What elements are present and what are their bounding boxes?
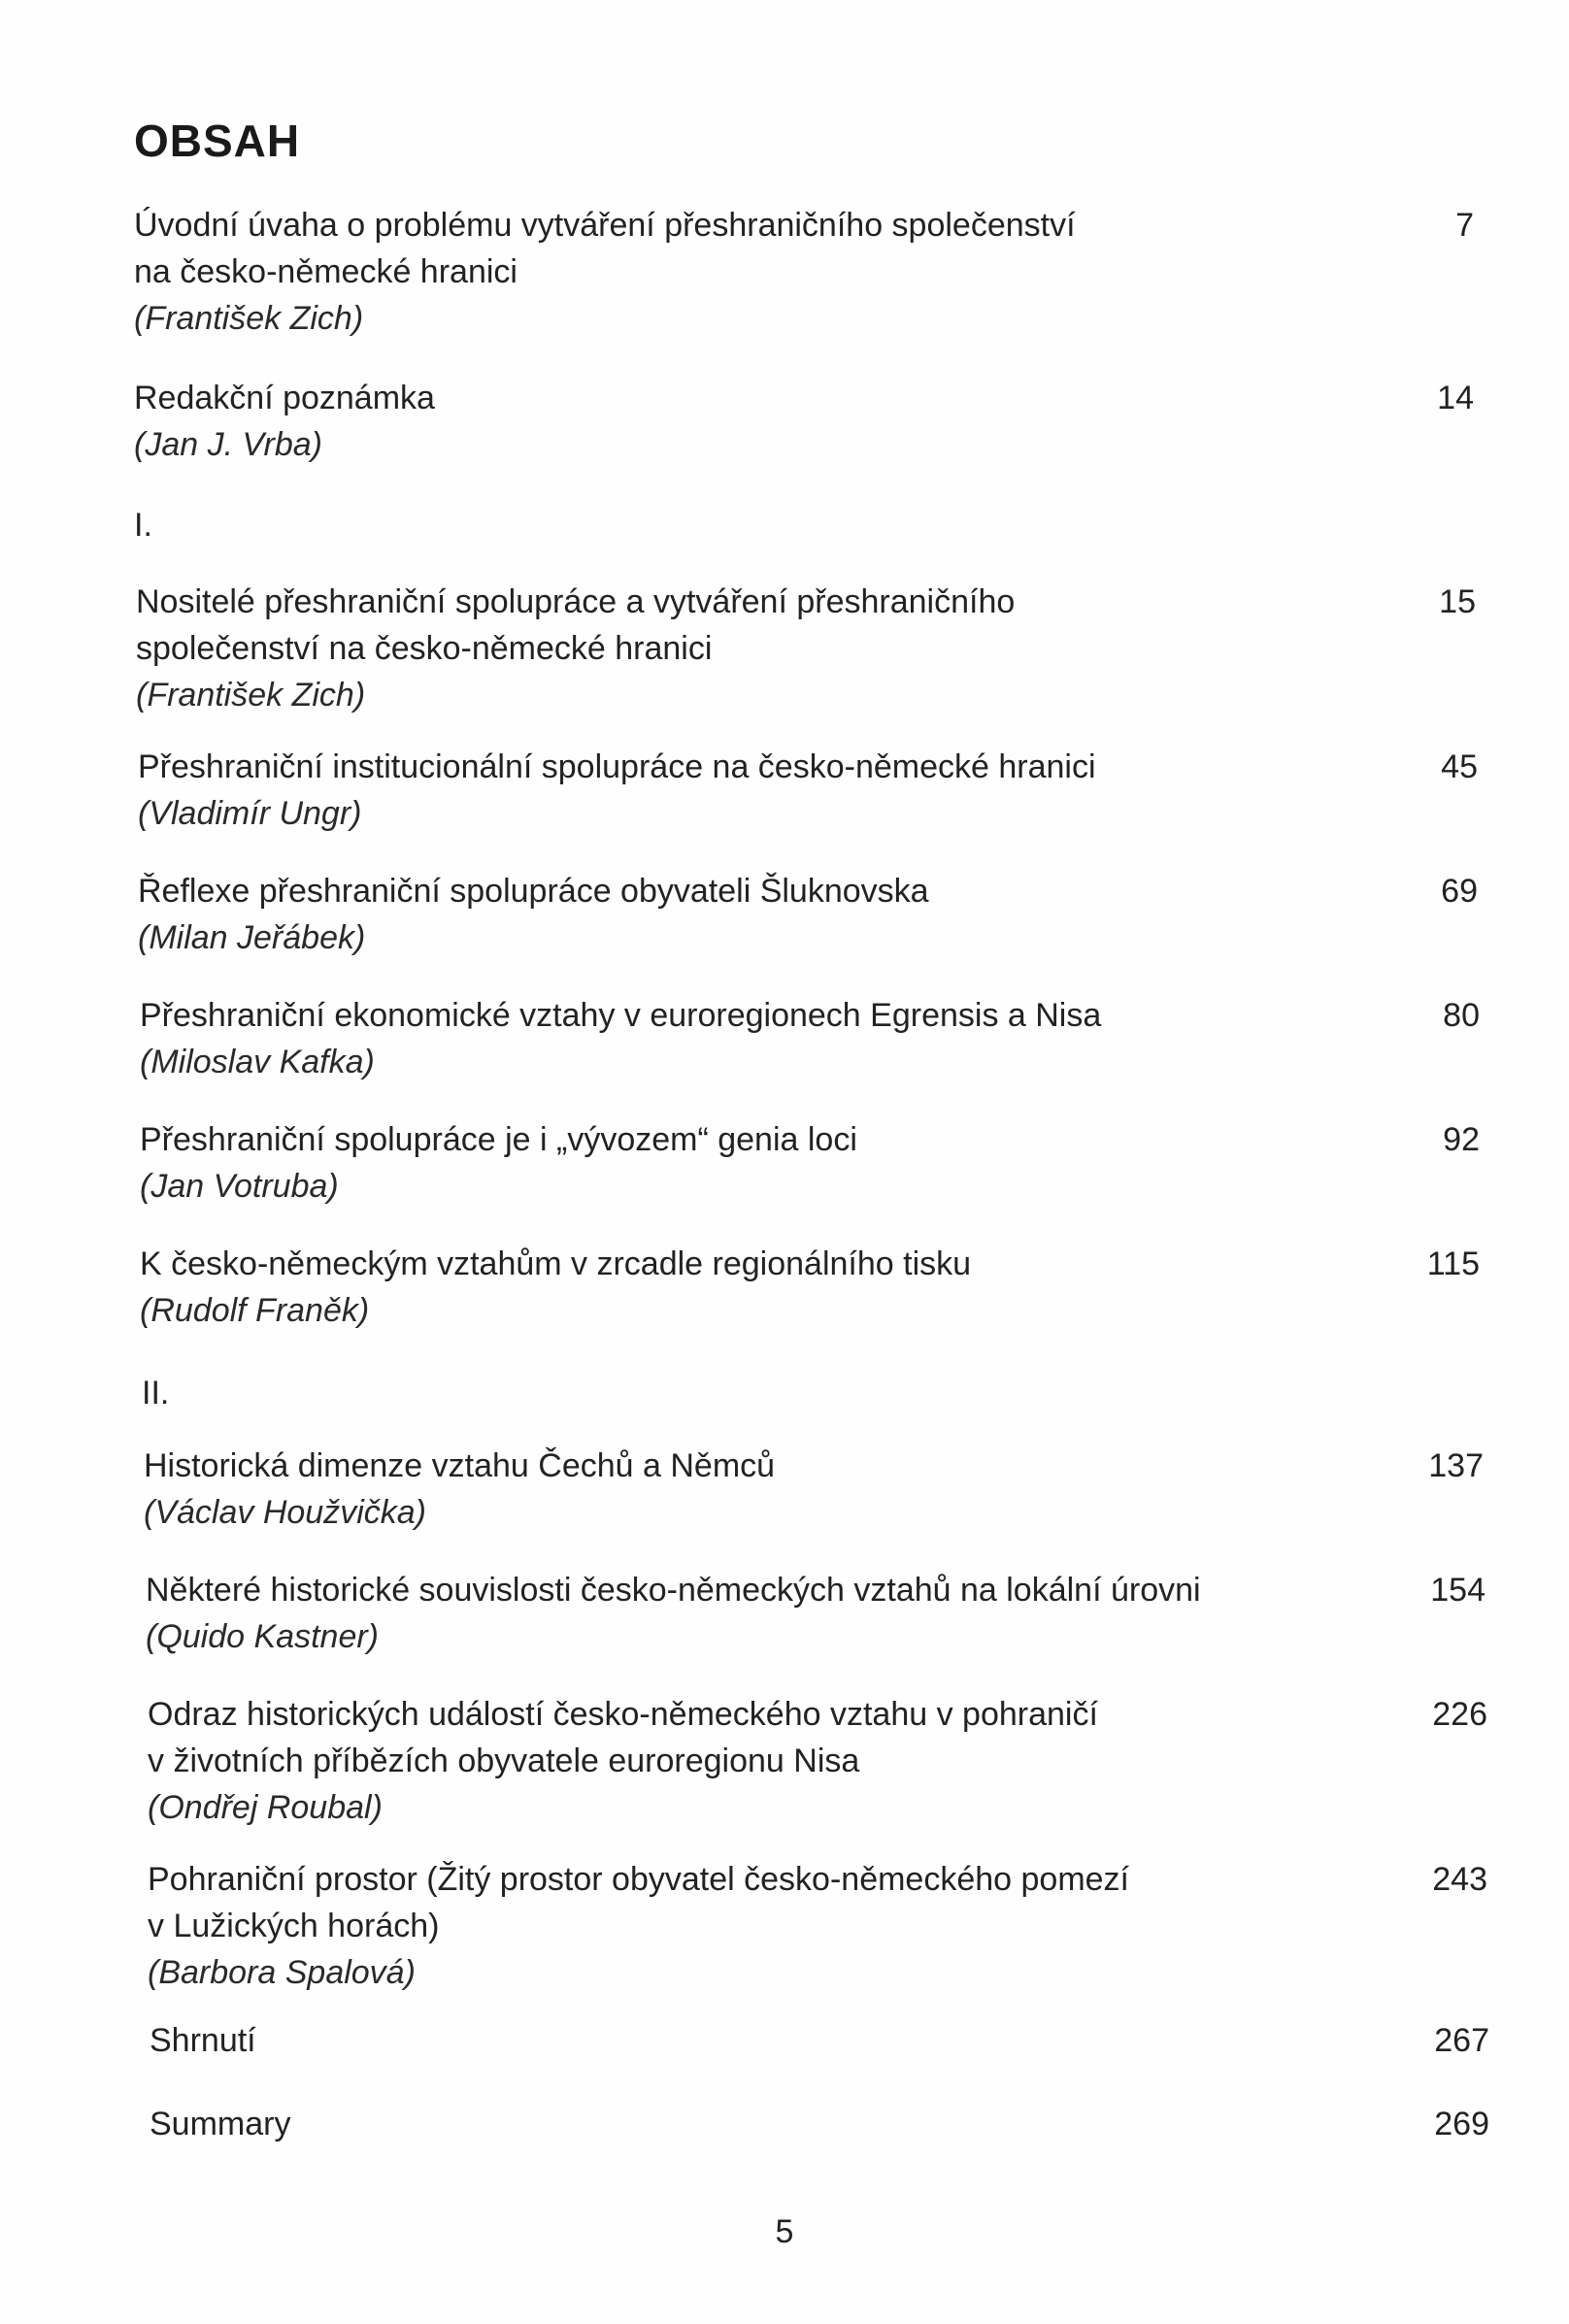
entry-author: (Rudolf Franěk) — [140, 1292, 370, 1329]
entry-author: (František Zich) — [136, 677, 366, 714]
entry-title — [138, 868, 1284, 961]
entry-title-line: v životních příbězích obyvatele euroregionu Nisa — [148, 1743, 860, 1779]
entry-page-number: 69 — [1441, 873, 1478, 910]
toc-entry — [140, 1241, 1480, 1334]
entry-page-number: 226 — [1432, 1696, 1487, 1733]
entry-page-number: 269 — [1434, 2106, 1489, 2142]
toc-entry — [148, 1856, 1487, 1996]
entry-title-line: Přeshraniční institucionální spolupráce na česko-německé hranici — [138, 748, 1096, 785]
toc-entry — [134, 375, 1474, 468]
page-number: 5 — [775, 2213, 794, 2250]
entry-title-line: Redakční poznámka — [134, 380, 435, 416]
toc-entry — [150, 2017, 1489, 2064]
toc-entry — [140, 1116, 1480, 1210]
entry-author: (Ondřej Roubal) — [148, 1789, 383, 1826]
entry-title-line: Shrnutí — [150, 2022, 256, 2059]
toc-entry — [134, 202, 1474, 342]
entry-title — [140, 992, 1285, 1085]
toc-entry — [138, 744, 1478, 837]
toc-entry — [150, 2101, 1489, 2147]
entry-title-line: na česko-německé hranici — [134, 253, 517, 290]
entry-page-number: 14 — [1437, 380, 1474, 416]
entry-title-line: Odraz historických událostí česko-německého vztahu v pohraničí — [148, 1696, 1098, 1733]
entry-title-line: společenství na česko-německé hranici — [136, 630, 713, 667]
entry-author: (Vladimír Ungr) — [138, 795, 362, 832]
entry-page-number: 267 — [1434, 2022, 1489, 2059]
entry-title-line: v Lužických horách) — [148, 1908, 440, 1944]
entry-author: (Quido Kastner) — [146, 1618, 379, 1655]
toc-entry — [144, 1443, 1484, 1536]
entry-title-line: Pohraniční prostor (Žitý prostor obyvatel česko-německého pomezí — [148, 1861, 1130, 1898]
entry-title-line: Některé historické souvislosti česko-německých vztahů na lokální úrovni — [146, 1572, 1201, 1609]
entry-title — [134, 375, 1280, 468]
toc-entry — [148, 1691, 1487, 1831]
entry-title-line: Summary — [150, 2106, 291, 2142]
entry-title — [148, 1691, 1293, 1831]
entry-page-number: 243 — [1432, 1861, 1487, 1898]
entry-title-line: Přeshraniční spolupráce je i „vývozem“ genia loci — [140, 1121, 857, 1158]
entry-title-line: Nositelé přeshraniční spolupráce a vytváření přeshraničního — [136, 583, 1016, 620]
toc-entry — [140, 992, 1480, 1085]
entry-page-number: 154 — [1430, 1572, 1486, 1609]
entry-page-number: 45 — [1441, 748, 1478, 785]
entry-title — [150, 2101, 1295, 2147]
section-label: I. — [134, 507, 152, 544]
section-label: II. — [142, 1375, 170, 1411]
entry-title-line: Řeflexe přeshraniční spolupráce obyvateli Šluknovska — [138, 873, 929, 910]
entry-page-number: 15 — [1439, 583, 1476, 620]
entry-title — [134, 202, 1280, 342]
entry-title — [136, 579, 1282, 718]
entry-title-line: K česko-německým vztahům v zrcadle regionálního tisku — [140, 1245, 972, 1282]
entry-page-number: 137 — [1428, 1447, 1484, 1484]
entry-title-line: Historická dimenze vztahu Čechů a Němců — [144, 1447, 776, 1484]
entry-title-line: Přeshraniční ekonomické vztahy v euroregionech Egrensis a Nisa — [140, 997, 1102, 1034]
entry-title — [140, 1116, 1285, 1210]
entry-title — [148, 1856, 1293, 1996]
entry-title — [140, 1241, 1285, 1334]
entry-page-number: 115 — [1426, 1245, 1480, 1282]
entry-title — [146, 1567, 1291, 1660]
contents-heading: OBSAH — [134, 116, 301, 166]
entry-title — [138, 744, 1284, 837]
entry-author: (Barbora Spalová) — [148, 1954, 416, 1991]
entry-author: (Milan Jeřábek) — [138, 919, 366, 956]
entry-page-number: 92 — [1443, 1121, 1480, 1158]
toc-entry — [146, 1567, 1486, 1660]
toc-entry — [138, 868, 1478, 961]
entry-author: (Miloslav Kafka) — [140, 1044, 375, 1080]
entry-title — [150, 2017, 1295, 2064]
toc-entry — [136, 579, 1476, 718]
entry-author: (Václav Houžvička) — [144, 1494, 426, 1531]
entry-author: (Jan Votruba) — [140, 1168, 339, 1205]
entry-title-line: Úvodní úvaha o problému vytváření přeshraničního společenství — [134, 207, 1076, 244]
entry-title — [144, 1443, 1289, 1536]
entry-page-number: 80 — [1443, 997, 1480, 1034]
entry-page-number: 7 — [1455, 207, 1474, 244]
entry-author: (Jan J. Vrba) — [134, 426, 323, 463]
entry-author: (František Zich) — [134, 300, 364, 337]
